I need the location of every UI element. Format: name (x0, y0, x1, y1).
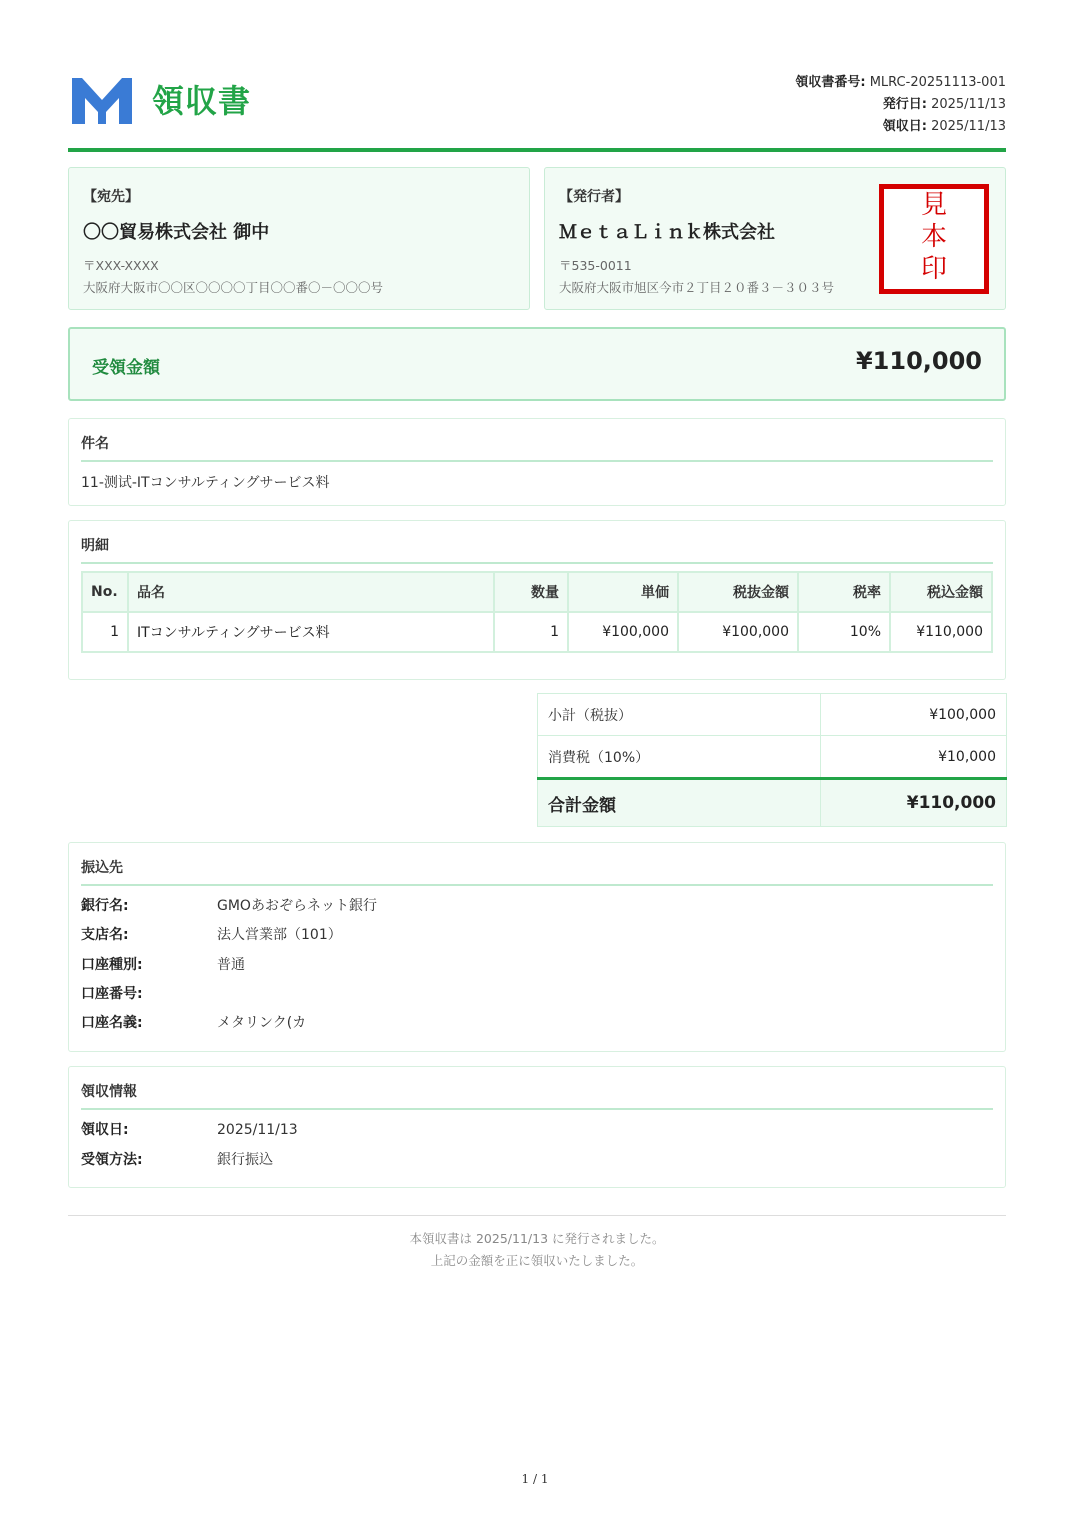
account-type-value: 普通 (217, 957, 245, 973)
cell-qty: 1 (494, 612, 568, 652)
receipt-date-label: 領収日: (81, 1122, 129, 1138)
issuer-panel (544, 167, 1006, 310)
page-number: 1 / 1 (521, 1472, 549, 1486)
seal-char: 印 (920, 254, 947, 284)
issuer-name: ＭｅｔａＬｉｎｋ株式会社 (559, 222, 775, 243)
col-header-item: 品名 (128, 572, 494, 612)
divider (81, 562, 993, 564)
tax-row (538, 736, 1007, 779)
col-header-qty: 数量 (494, 572, 568, 612)
divider (81, 884, 993, 886)
col-header-unit-price: 単価 (568, 572, 678, 612)
account-type-label: 口座種別: (81, 957, 143, 973)
footer-line: 本領収書は 2025/11/13 に発行されました。 (409, 1231, 665, 1246)
document-title: 領収書 (152, 82, 252, 120)
header (68, 72, 1006, 152)
subtotal-value: ¥100,000 (821, 694, 1007, 736)
recipient-address: 大阪府大阪市〇〇区〇〇〇〇丁目〇〇番〇－〇〇〇号 (83, 280, 384, 295)
details-title: 明細 (81, 538, 109, 554)
issuer-zip: 〒535-0011 (559, 258, 632, 273)
received-amount-panel (68, 327, 1006, 401)
col-header-no: No. (82, 572, 128, 612)
details-section (68, 520, 1006, 680)
issuer-label: 【発行者】 (559, 189, 629, 205)
cell-no: 1 (82, 612, 128, 652)
branch-value: 法人営業部（101） (217, 927, 342, 943)
subtotal-label: 小計（税抜） (538, 694, 821, 736)
receipt-no: MLRC-20251113-001 (869, 75, 1006, 90)
bank-section (68, 842, 1006, 1052)
cell-amount-incl: ¥110,000 (890, 612, 992, 652)
grand-total-label: 合計金額 (538, 779, 821, 827)
bank-name-label: 銀行名: (81, 898, 129, 914)
totals-table (537, 693, 1007, 827)
issue-date: 2025/11/13 (931, 97, 1006, 112)
sample-seal-stamp (879, 184, 989, 294)
account-holder-value: メタリンク(カ (217, 1015, 307, 1031)
seal-char: 見 (920, 190, 947, 220)
receipt-date: 2025/11/13 (931, 119, 1006, 134)
divider (81, 1108, 993, 1110)
recipient-label: 【宛先】 (83, 189, 139, 205)
cell-tax-rate: 10% (798, 612, 890, 652)
recipient-name: 〇〇貿易株式会社 御中 (83, 222, 270, 243)
cell-item: ITコンサルティングサービス料 (128, 612, 494, 652)
footer-note (68, 1228, 1006, 1272)
received-amount-label: 受領金額 (92, 358, 160, 378)
receipt-date-label: 領収日: (882, 119, 927, 134)
col-header-amount-incl: 税込金額 (890, 572, 992, 612)
seal-char: 本 (920, 222, 947, 252)
subject-title: 件名 (81, 436, 109, 452)
recipient-zip: 〒XXX-XXXX (83, 258, 159, 273)
footer-divider (68, 1215, 1006, 1216)
receipt-meta (795, 72, 1006, 138)
col-header-amount-excl: 税抜金額 (678, 572, 798, 612)
subject-text: 11-测试-ITコンサルティングサービス料 (81, 475, 330, 491)
bank-name-value: GMOあおぞらネット銀行 (217, 898, 377, 914)
divider (81, 460, 993, 462)
metalink-logo-icon (72, 78, 132, 124)
col-header-tax-rate: 税率 (798, 572, 890, 612)
payment-method-label: 受領方法: (81, 1152, 143, 1168)
footer-line: 上記の金額を正に領収いたしました。 (430, 1253, 644, 1268)
receipt-no-label: 領収書番号: (795, 75, 866, 90)
cell-amount-excl: ¥100,000 (678, 612, 798, 652)
tax-value: ¥10,000 (821, 736, 1007, 779)
branch-label: 支店名: (81, 927, 129, 943)
receipt-date-value: 2025/11/13 (217, 1122, 298, 1138)
issuer-address: 大阪府大阪市旭区今市２丁目２０番３－３０３号 (559, 280, 835, 295)
payment-method-value: 銀行振込 (217, 1152, 273, 1168)
recipient-panel (68, 167, 530, 310)
issue-date-label: 発行日: (882, 97, 927, 112)
receipt-info-title: 領収情報 (81, 1084, 137, 1100)
table-row (82, 612, 992, 652)
bank-title: 振込先 (81, 860, 123, 876)
grand-total-value: ¥110,000 (821, 779, 1007, 827)
grand-total-row (538, 779, 1007, 827)
cell-unit-price: ¥100,000 (568, 612, 678, 652)
received-amount-value: ¥110,000 (855, 347, 982, 375)
receipt-info-section (68, 1066, 1006, 1188)
account-holder-label: 口座名義: (81, 1015, 143, 1031)
subject-section (68, 418, 1006, 506)
account-number-label: 口座番号: (81, 986, 143, 1002)
tax-label: 消費税（10%） (538, 736, 821, 779)
subtotal-row (538, 694, 1007, 736)
table-header-row (82, 572, 992, 612)
details-table (81, 571, 993, 653)
